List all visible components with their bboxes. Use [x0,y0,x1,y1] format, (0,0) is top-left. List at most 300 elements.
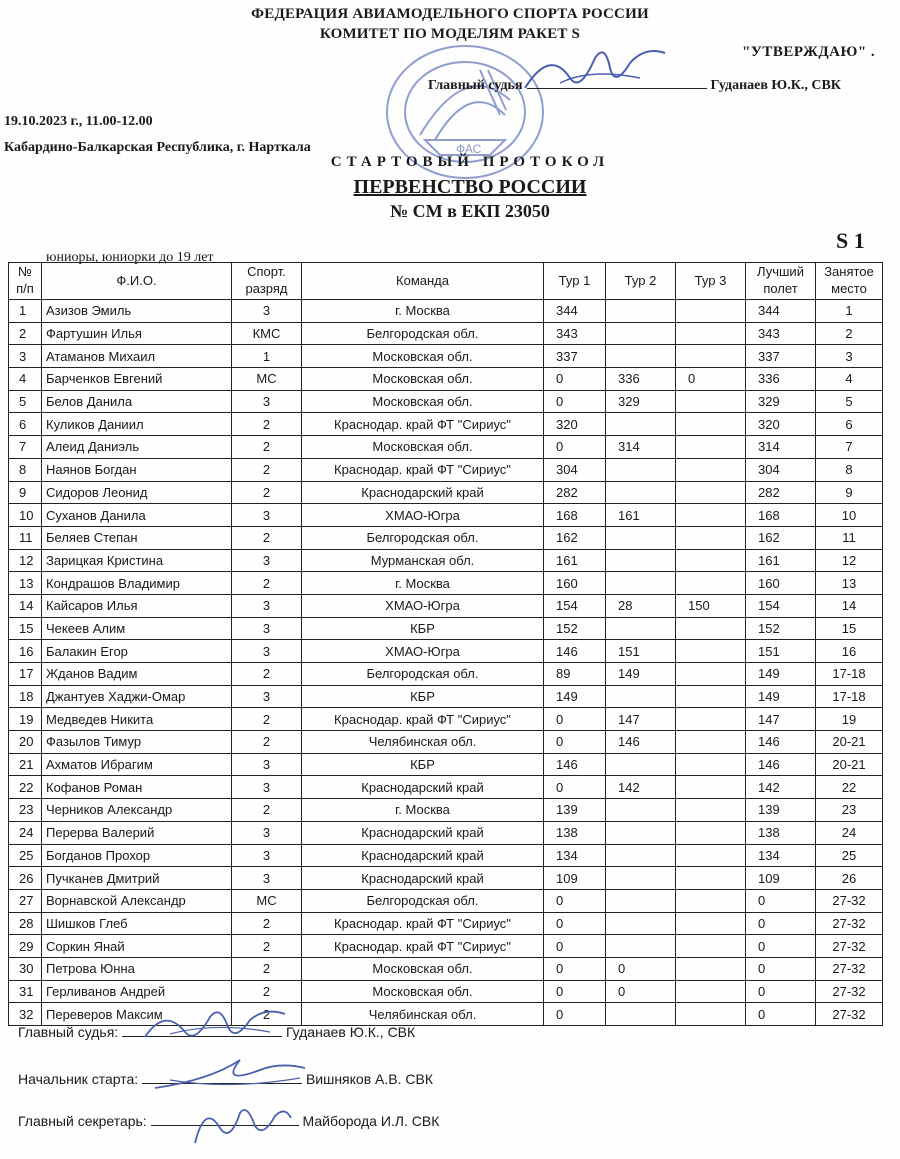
cell-rank: КМС [232,322,302,345]
cell-name: Алеид Даниэль [42,436,232,459]
cell-round1: 343 [544,322,606,345]
cell-round3 [676,799,746,822]
cell-round3 [676,617,746,640]
cell-round1: 146 [544,753,606,776]
cell-num: 8 [9,458,42,481]
cell-round1: 161 [544,549,606,572]
cell-place: 11 [816,526,883,549]
cell-best: 0 [746,957,816,980]
cell-round2 [606,300,676,323]
signature-name: Майборода И.Л. СВК [302,1113,440,1129]
table-row [9,322,883,345]
cell-place: 1 [816,300,883,323]
cell-team: КБР [302,617,544,640]
table-row [9,504,883,527]
org-title: ФЕДЕРАЦИЯ АВИАМОДЕЛЬНОГО СПОРТА РОССИИ [251,6,649,22]
cell-best: 329 [746,390,816,413]
cell-team: Краснодар. край ФТ "Сириус" [302,912,544,935]
cell-name: Азизов Эмиль [42,300,232,323]
cell-place: 22 [816,776,883,799]
cell-team: Краснодар. край ФТ "Сириус" [302,413,544,436]
cell-rank: 3 [232,617,302,640]
cell-best: 0 [746,935,816,958]
cell-best: 152 [746,617,816,640]
cell-name: Фазылов Тимур [42,731,232,754]
cell-rank: 3 [232,867,302,890]
cell-place: 27-32 [816,957,883,980]
cell-rank: 2 [232,1003,302,1026]
cell-rank: 3 [232,753,302,776]
table-row [9,731,883,754]
cell-name: Медведев Никита [42,708,232,731]
cell-best: 0 [746,889,816,912]
cell-num: 24 [9,821,42,844]
table-row [9,345,883,368]
cell-round3 [676,436,746,459]
cell-num: 15 [9,617,42,640]
cell-round3 [676,1003,746,1026]
cell-round2: 0 [606,957,676,980]
cell-name: Шишков Глеб [42,912,232,935]
cell-best: 154 [746,594,816,617]
cell-name: Суханов Данила [42,504,232,527]
cell-round2 [606,821,676,844]
cell-place: 8 [816,458,883,481]
cell-best: 162 [746,526,816,549]
cell-round2: 314 [606,436,676,459]
cell-place: 14 [816,594,883,617]
cell-round3: 150 [676,594,746,617]
header-round3: Тур 3 [676,263,746,300]
cell-round1: 0 [544,957,606,980]
cell-round1: 109 [544,867,606,890]
stamp-text: ФАС [456,142,482,156]
cell-round1: 139 [544,799,606,822]
cell-num: 3 [9,345,42,368]
header-rank: Спорт. разряд [232,263,302,300]
cell-round1: 0 [544,912,606,935]
cell-num: 10 [9,504,42,527]
signature-scribble-icon [185,1098,295,1148]
cell-best: 160 [746,572,816,595]
cell-round3 [676,390,746,413]
cell-round3 [676,663,746,686]
cell-round3 [676,867,746,890]
cell-round2 [606,481,676,504]
cell-name: Куликов Даниил [42,413,232,436]
cell-round1: 168 [544,504,606,527]
committee-title: КОМИТЕТ ПО МОДЕЛЯМ РАКЕТ S [319,26,581,42]
cell-round1: 0 [544,889,606,912]
cell-round2: 161 [606,504,676,527]
cell-best: 314 [746,436,816,459]
cell-num: 2 [9,322,42,345]
cell-best: 0 [746,980,816,1003]
cell-round2 [606,889,676,912]
cell-round2 [606,345,676,368]
cell-num: 20 [9,731,42,754]
cell-num: 29 [9,935,42,958]
cell-num: 18 [9,685,42,708]
cell-round3 [676,481,746,504]
cell-place: 17-18 [816,685,883,708]
cell-name: Зарицкая Кристина [42,549,232,572]
cell-place: 24 [816,821,883,844]
cell-round2 [606,753,676,776]
cell-num: 21 [9,753,42,776]
cell-round2 [606,685,676,708]
signature-role: Главный судья: [18,1024,119,1040]
cell-team: Мурманская обл. [302,549,544,572]
cell-round3 [676,889,746,912]
cell-round1: 154 [544,594,606,617]
cell-place: 27-32 [816,889,883,912]
cell-rank: 2 [232,572,302,595]
cell-best: 0 [746,912,816,935]
cell-team: Краснодарский край [302,867,544,890]
cell-team: г. Москва [302,300,544,323]
table-row [9,368,883,391]
cell-num: 6 [9,413,42,436]
cell-best: 336 [746,368,816,391]
table-row [9,663,883,686]
table-row [9,300,883,323]
cell-name: Кайсаров Илья [42,594,232,617]
cell-team: Московская обл. [302,980,544,1003]
cell-rank: 2 [232,413,302,436]
cell-round2: 149 [606,663,676,686]
header-round2: Тур 2 [606,263,676,300]
cell-name: Богданов Прохор [42,844,232,867]
cell-best: 337 [746,345,816,368]
cell-name: Черников Александр [42,799,232,822]
cell-round3 [676,345,746,368]
cell-name: Герливанов Андрей [42,980,232,1003]
cell-round1: 0 [544,368,606,391]
cell-rank: 3 [232,776,302,799]
signature-scribble-icon [140,1002,290,1047]
cell-name: Барченков Евгений [42,368,232,391]
cell-round1: 138 [544,821,606,844]
cell-round1: 0 [544,436,606,459]
cell-rank: 3 [232,685,302,708]
cell-team: Белгородская обл. [302,526,544,549]
cell-round1: 344 [544,300,606,323]
signature-scribble-icon [150,1050,310,1095]
cell-name: Сидоров Леонид [42,481,232,504]
cell-round1: 304 [544,458,606,481]
cell-name: Кондрашов Владимир [42,572,232,595]
cell-rank: 2 [232,663,302,686]
cell-team: КБР [302,753,544,776]
cell-num: 9 [9,481,42,504]
cell-rank: 2 [232,935,302,958]
cell-best: 147 [746,708,816,731]
cell-round2: 329 [606,390,676,413]
cell-num: 23 [9,799,42,822]
table-header-row [9,263,883,300]
cell-round2 [606,549,676,572]
table-row [9,481,883,504]
cell-round3 [676,821,746,844]
table-row [9,844,883,867]
cell-team: Московская обл. [302,345,544,368]
cell-round2: 147 [606,708,676,731]
cell-team: Челябинская обл. [302,731,544,754]
cell-team: Московская обл. [302,957,544,980]
cell-team: КБР [302,685,544,708]
ekp-number: № СМ в ЕКП 23050 [390,201,550,221]
cell-num: 17 [9,663,42,686]
table-row [9,753,883,776]
cell-place: 9 [816,481,883,504]
cell-round1: 0 [544,731,606,754]
table-row [9,912,883,935]
cell-rank: 2 [232,436,302,459]
cell-place: 15 [816,617,883,640]
approve-label: "УТВЕРЖДАЮ" . [742,44,876,60]
cell-rank: 3 [232,640,302,663]
start-protocol-table [8,262,883,1026]
cell-rank: 2 [232,731,302,754]
cell-name: Фартушин Илья [42,322,232,345]
table-row [9,390,883,413]
cell-place: 25 [816,844,883,867]
table-row [9,572,883,595]
cell-place: 20-21 [816,753,883,776]
cell-round1: 0 [544,1003,606,1026]
cell-round2 [606,617,676,640]
cell-round2: 28 [606,594,676,617]
cell-round2 [606,844,676,867]
table-row [9,617,883,640]
cell-name: Пучканев Дмитрий [42,867,232,890]
cell-place: 12 [816,549,883,572]
cell-best: 138 [746,821,816,844]
cell-team: Краснодар. край ФТ "Сириус" [302,458,544,481]
cell-round3 [676,957,746,980]
cell-name: Балакин Егор [42,640,232,663]
cell-round1: 0 [544,776,606,799]
cell-num: 28 [9,912,42,935]
cell-round3 [676,685,746,708]
cell-round1: 152 [544,617,606,640]
header-name: Ф.И.О. [42,263,232,300]
cell-name: Наянов Богдан [42,458,232,481]
cell-best: 146 [746,753,816,776]
table-row [9,458,883,481]
cell-round3 [676,322,746,345]
cell-best: 149 [746,663,816,686]
table-row [9,413,883,436]
event-title: ПЕРВЕНСТВО РОССИИ [353,176,587,198]
cell-best: 320 [746,413,816,436]
cell-round3 [676,526,746,549]
cell-name: Джантуев Хаджи-Омар [42,685,232,708]
cell-round2 [606,799,676,822]
cell-rank: 2 [232,912,302,935]
cell-team: г. Москва [302,572,544,595]
cell-team: Московская обл. [302,436,544,459]
table-row [9,957,883,980]
cell-team: Краснодар. край ФТ "Сириус" [302,935,544,958]
cell-round2: 142 [606,776,676,799]
cell-num: 16 [9,640,42,663]
cell-round3 [676,572,746,595]
chief-judge-name: Гуданаев Ю.К., СВК [710,78,841,93]
cell-rank: 3 [232,300,302,323]
cell-best: 344 [746,300,816,323]
cell-round3 [676,844,746,867]
cell-place: 13 [816,572,883,595]
cell-place: 2 [816,322,883,345]
cell-team: Московская обл. [302,390,544,413]
cell-team: Белгородская обл. [302,322,544,345]
cell-rank: 2 [232,481,302,504]
table-row [9,799,883,822]
cell-rank: 2 [232,458,302,481]
cell-round2 [606,935,676,958]
cell-round2 [606,413,676,436]
cell-place: 27-32 [816,980,883,1003]
header-team: Команда [302,263,544,300]
cell-name: Жданов Вадим [42,663,232,686]
cell-round1: 282 [544,481,606,504]
cell-rank: 3 [232,821,302,844]
signature-scribble-icon [520,38,670,98]
cell-team: Краснодарский край [302,821,544,844]
cell-best: 343 [746,322,816,345]
cell-round3 [676,504,746,527]
cell-name: Переверов Максим [42,1003,232,1026]
event-date: 19.10.2023 г., 11.00-12.00 [4,114,153,129]
cell-round1: 89 [544,663,606,686]
table-row [9,889,883,912]
cell-team: ХМАО-Югра [302,640,544,663]
cell-round1: 146 [544,640,606,663]
cell-round3 [676,549,746,572]
cell-rank: 2 [232,708,302,731]
cell-place: 27-32 [816,1003,883,1026]
cell-name: Кофанов Роман [42,776,232,799]
cell-place: 4 [816,368,883,391]
cell-round3 [676,640,746,663]
cell-rank: 3 [232,844,302,867]
cell-place: 5 [816,390,883,413]
cell-team: Московская обл. [302,368,544,391]
cell-round1: 162 [544,526,606,549]
cell-place: 26 [816,867,883,890]
signature-name: Гуданаев Ю.К., СВК [285,1024,416,1040]
chief-judge-label: Главный судья [428,78,523,93]
cell-team: Краснодарский край [302,776,544,799]
header-best: Лучший полет [746,263,816,300]
cell-num: 19 [9,708,42,731]
cell-num: 4 [9,368,42,391]
cell-place: 7 [816,436,883,459]
cell-round2 [606,322,676,345]
table-row [9,436,883,459]
cell-team: г. Москва [302,799,544,822]
cell-num: 26 [9,867,42,890]
cell-num: 5 [9,390,42,413]
cell-round3 [676,776,746,799]
cell-num: 25 [9,844,42,867]
cell-team: ХМАО-Югра [302,504,544,527]
cell-rank: 3 [232,594,302,617]
cell-rank: 2 [232,957,302,980]
cell-team: Белгородская обл. [302,889,544,912]
cell-name: Соркин Янай [42,935,232,958]
age-group: юниоры, юниорки до 19 лет [46,250,214,265]
cell-name: Беляев Степан [42,526,232,549]
table-row [9,640,883,663]
cell-place: 6 [816,413,883,436]
cell-round1: 149 [544,685,606,708]
cell-name: Ворнавской Александр [42,889,232,912]
cell-num: 1 [9,300,42,323]
cell-round2: 336 [606,368,676,391]
cell-round3: 0 [676,368,746,391]
table-row [9,935,883,958]
cell-name: Ахматов Ибрагим [42,753,232,776]
cell-best: 134 [746,844,816,867]
signature-role: Начальник старта: [18,1071,139,1087]
cell-num: 7 [9,436,42,459]
cell-round2 [606,1003,676,1026]
cell-num: 22 [9,776,42,799]
cell-num: 13 [9,572,42,595]
cell-place: 3 [816,345,883,368]
cell-best: 0 [746,1003,816,1026]
cell-rank: 3 [232,390,302,413]
cell-name: Перерва Валерий [42,821,232,844]
header-place: Занятое место [816,263,883,300]
cell-team: ХМАО-Югра [302,594,544,617]
table-row [9,776,883,799]
table-row [9,526,883,549]
cell-rank: 2 [232,526,302,549]
table-row [9,594,883,617]
cell-round3 [676,935,746,958]
cell-round2 [606,526,676,549]
cell-round3 [676,912,746,935]
cell-round2: 146 [606,731,676,754]
cell-best: 109 [746,867,816,890]
cell-place: 27-32 [816,935,883,958]
cell-round3 [676,753,746,776]
header-num: № п/п [9,263,42,300]
cell-place: 17-18 [816,663,883,686]
cell-round2 [606,458,676,481]
cell-best: 142 [746,776,816,799]
cell-round3 [676,458,746,481]
cell-num: 11 [9,526,42,549]
table-row [9,867,883,890]
cell-place: 19 [816,708,883,731]
cell-round3 [676,731,746,754]
cell-best: 149 [746,685,816,708]
signature-role: Главный секретарь: [18,1113,147,1129]
cell-best: 151 [746,640,816,663]
cell-rank: МС [232,368,302,391]
cell-round1: 0 [544,708,606,731]
cell-name: Петрова Юнна [42,957,232,980]
cell-team: Краснодар. край ФТ "Сириус" [302,708,544,731]
cell-round1: 0 [544,980,606,1003]
cell-num: 27 [9,889,42,912]
cell-round3 [676,980,746,1003]
